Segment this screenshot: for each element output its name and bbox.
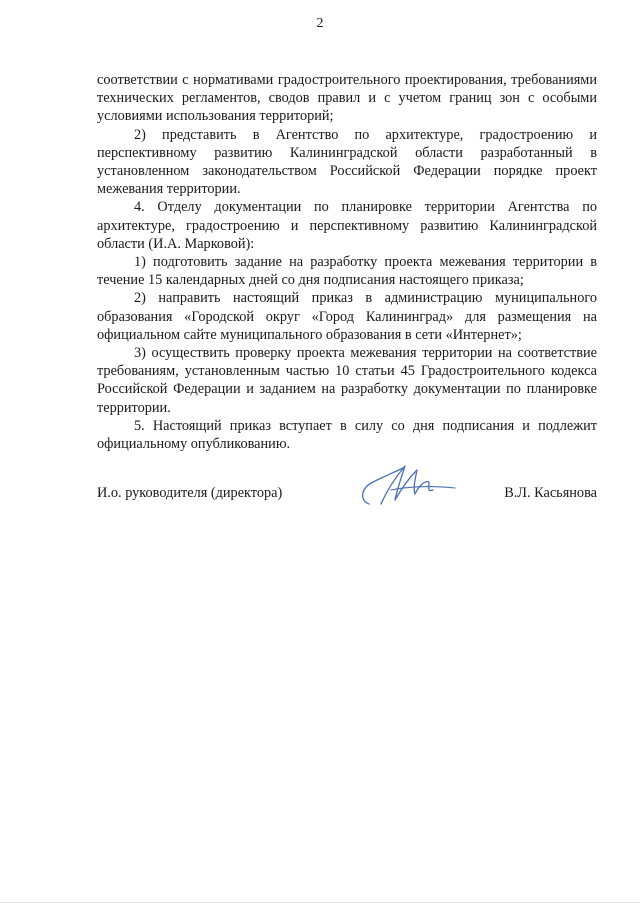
paragraph: 3) осуществить проверку проекта межевания территории на соответствие требованиям, установленным частью 10 статьи 45 Градостроительного кодекса Российской Федерации и заданием на разработку документации по планировке территории. <box>97 345 597 416</box>
paragraph: 1) подготовить задание на разработку проекта межевания территории в течение 15 календарных дней со дня подписания настоящего приказа; <box>97 254 597 289</box>
page-number: 2 <box>316 16 324 31</box>
signatory-name: В.Л. Касьянова <box>504 485 597 501</box>
paragraph: 5. Настоящий приказ вступает в силу со дня подписания и подлежит официальному опубликованию. <box>97 417 597 453</box>
paragraph: 4. Отделу документации по планировке территории Агентства по архитектуре, градостроению и перспективному развитию Калининградской области (И.А. Марковой): <box>97 199 597 252</box>
paragraph: соответствии с нормативами градостроительного проектирования, требованиями технических регламентов, сводов правил и с учетом границ зон с особыми условиями использования территорий; <box>97 72 597 125</box>
paragraph: 2) направить настоящий приказ в администрацию муниципального образования «Городской округ «Город Калининград» для размещения на официальном сайте муниципального образования в сети «Интернет»; <box>97 290 597 343</box>
document-body <box>97 71 597 453</box>
handwritten-signature-icon <box>351 460 461 510</box>
paragraph: 2) представить в Агентство по архитектуре, градостроению и перспективному развитию Калининградской области разработанный в установленном законодательством Российской Федерации порядке проект межевания территории. <box>97 126 597 198</box>
signature-block <box>97 485 597 515</box>
signatory-position: И.о. руководителя (директора) <box>97 485 283 501</box>
page-bottom-divider <box>0 902 640 903</box>
